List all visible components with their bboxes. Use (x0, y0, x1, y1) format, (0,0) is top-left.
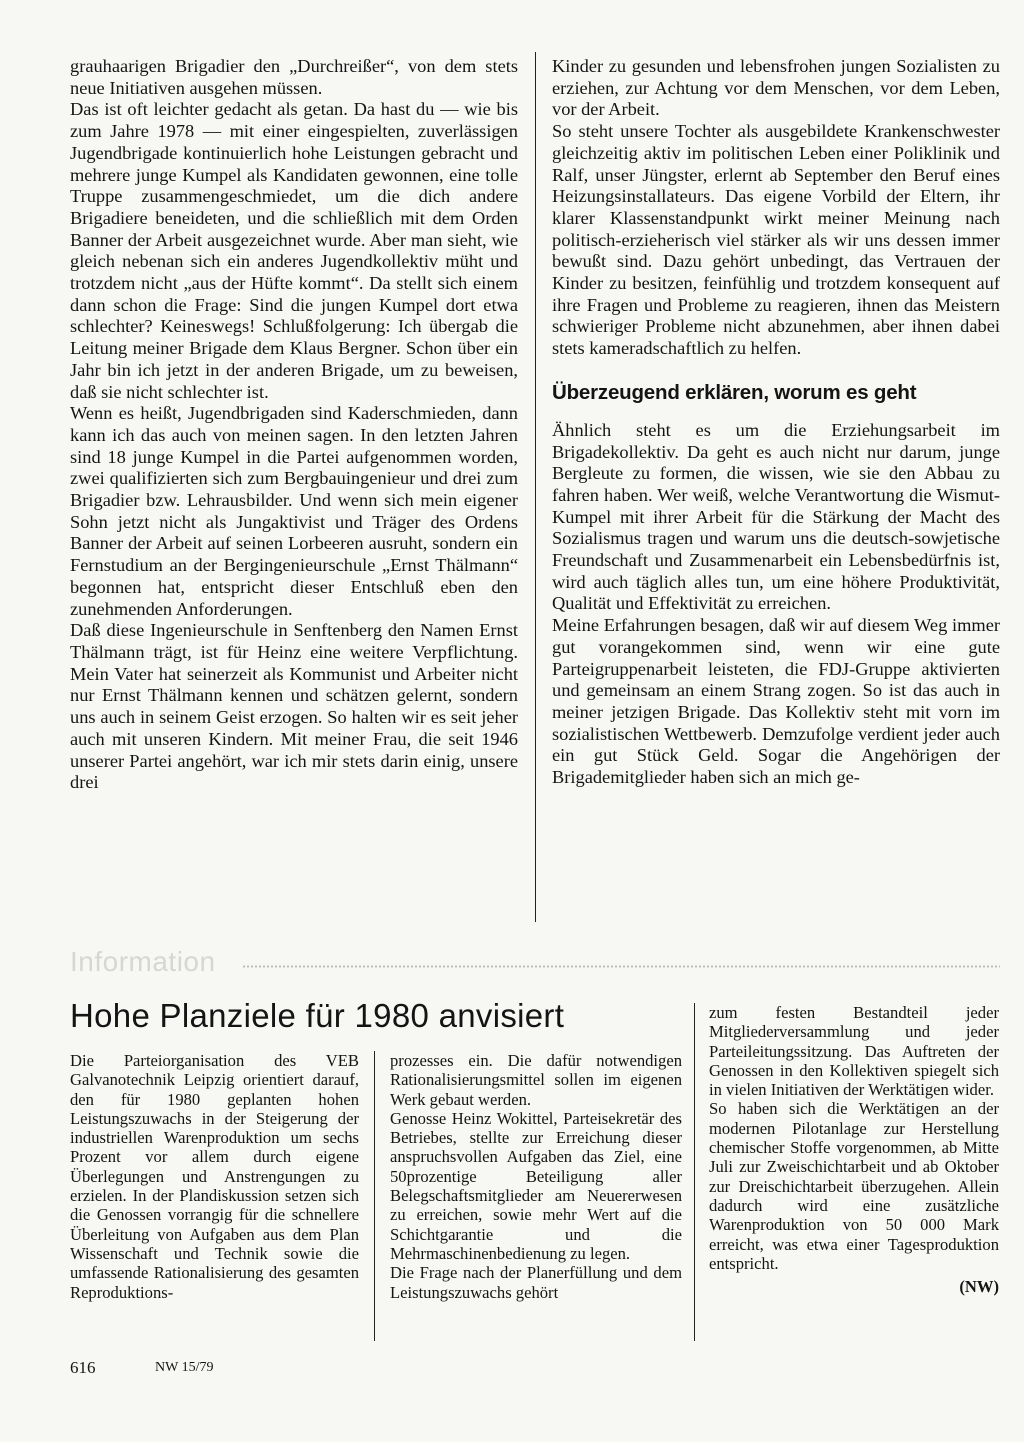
page-number: 616 (70, 1358, 96, 1377)
section-subheading: Überzeugend erklären, worum es geht (552, 380, 917, 404)
paragraph: So haben sich die Werktätigen an der modernen Pilotanlage zur Herstellung chemischer Stoffe vorgenommen, ab Mitte Juli zur Zweischichtarbeit und ab Oktober zur Dreischichtarbeit überzugehen. Allein dadurch wird eine zusätzliche Warenproduktion von 50 000 Mark erreicht, was etwa einer Tagesproduktion entspricht. (709, 1099, 999, 1273)
left-text-column (70, 56, 518, 794)
article-divider (374, 1051, 375, 1341)
article-title: Hohe Planziele für 1980 anvisiert (70, 997, 565, 1034)
paragraph: Das ist oft leichter gedacht als getan. Da hast du — wie bis zum Jahre 1978 — mit einer eingespielten, zuverlässigen Jugendbrigade kontinuierlich hohe Leistungen gebracht und mehrere junge Kumpel als Kandidaten gewonnen, eine tolle Truppe zusammengeschmiedet, um die dich andere Brigadiere beneideten, und die schließlich mit dem Orden Banner der Arbeit ausgezeichnet wurde. Aber man sieht, wie gleich nebenan sich ein anderes Jugendkollektiv müht und trotzdem nicht „aus der Hüfte kommt“. Da stellt sich einem dann schon die Frage: Sind die jungen Kumpel dort etwa schlechter? Keineswegs! Schlußfolgerung: Ich übergab die Leitung meiner Brigade dem Klaus Bergner. Schon über ein Jahr bin ich jetzt in der anderen Brigade, um zu beweisen, daß sie nicht schlechter ist. (70, 99, 518, 402)
information-band (70, 944, 1000, 980)
article-column-2 (390, 1051, 682, 1302)
paragraph: Genosse Heinz Wokittel, Parteisekretär des Betriebes, stellte zur Erreichung dieser anspruchsvollen Aufgaben das Ziel, eine 50prozentige Beteiligung aller Belegschaftsmitglieder am Neuererwesen zu erreichen, sowie mehr Wert auf die Schichtgarantie und die Mehrmaschinenbedienung zu legen. (390, 1108, 682, 1263)
paragraph: prozesses ein. Die dafür notwendigen Rationalisierungsmittel sollen im eigenen Werk gebaut werden. (390, 1051, 682, 1109)
right-text-column (552, 56, 1000, 789)
article-signature: (NW) (959, 1277, 999, 1297)
issue-reference: NW 15/79 (155, 1360, 214, 1375)
article-column-1 (70, 1051, 359, 1302)
paragraph: Kinder zu gesunden und lebensfrohen jungen Sozialisten zu erziehen, zur Achtung vor dem Menschen, vor dem Leben, vor der Arbeit. (552, 56, 1000, 120)
paragraph: Die Frage nach der Planerfüllung und dem Leistungszuwachs gehört (390, 1263, 682, 1302)
article-divider (694, 1003, 695, 1341)
information-label: Information (70, 946, 216, 977)
article-column-3 (709, 1003, 999, 1296)
paragraph: zum festen Bestandteil jeder Mitgliederversammlung und jeder Parteileitungssitzung. Das Auftreten der Genossen in den Kollektiven spiegelt sich in vielen Initiativen der Werktätigen wider. (709, 1003, 999, 1100)
paragraph: Die Parteiorganisation des VEB Galvanotechnik Leipzig orientiert darauf, den für 1980 geplanten hohen Leistungszuwachs in der Steigerung der industriellen Warenproduktion um sechs Prozent vor allem durch eigene Überlegungen und Anstrengungen zu erzielen. In der Plandiskussion setzen sich die Genossen vorrangig für die schnellere Überleitung von Aufgaben aus dem Plan Wissenschaft und Technik sowie die umfassende Rationalisierung des gesamten Reproduktions- (70, 1051, 359, 1302)
paragraph: So steht unsere Tochter als ausgebildete Krankenschwester gleichzeitig aktiv im politischen Leben einer Poliklinik und Ralf, unser Jüngster, erlernt ab September den Beruf eines Heizungsinstallateurs. Das eigene Vorbild der Eltern, ihr klarer Klassenstandpunkt wirkt meiner Meinung nach politisch-erzieherisch viel stärker als wir uns dessen immer bewußt sind. Dazu gehört unbedingt, das Vertrauen der Kinder zu besitzen, feinfühlig und trotzdem konsequent auf ihre Fragen und Probleme zu reagieren, ihnen das Meistern schwieriger Probleme nicht abzunehmen, aber ihnen dabei stets kameradschaftlich zu helfen. (552, 121, 1000, 359)
paragraph: Wenn es heißt, Jugendbrigaden sind Kaderschmieden, dann kann ich das auch von meinen sagen. In den letzten Jahren sind 18 junge Kumpel in die Partei aufgenommen worden, zwei qualifizierten sich zum Bergbauingenieur und drei zum Brigadier bzw. Lehrausbilder. Und wenn sich mein eigener Sohn jetzt nicht als Jungaktivist und Träger des Ordens Banner der Arbeit auf seinen Lorbeeren ausruht, sondern ein Fernstudium an der Bergingenieurschule „Ernst Thälmann“ begonnen hat, entspricht dieser Entschluß eben den zunehmenden Anforderungen. (70, 403, 518, 619)
column-divider (535, 52, 536, 922)
dotted-rule (242, 965, 1000, 968)
paragraph: grauhaarigen Brigadier den „Durchreißer“, von dem stets neue Initiativen ausgehen müssen. (70, 56, 518, 98)
paragraph: Meine Erfahrungen besagen, daß wir auf diesem Weg immer gut vorangekommen sind, wenn wir eine gute Parteigruppenarbeit leisteten, die FDJ-Gruppe aktivierten und gemeinsam an einem Strang zogen. So ist das auch in meiner jetzigen Brigade. Das Kollektiv steht mit vorn im sozialistischen Wettbewerb. Demzufolge verdient jeder auch ein gut Stück Geld. Sogar die Angehörigen der Brigademitglieder haben sich an mich ge- (552, 615, 1000, 788)
paragraph: Ähnlich steht es um die Erziehungsarbeit im Brigadekollektiv. Da geht es auch nicht nur darum, junge Bergleute zu formen, die wissen, wie sie den Abbau zu fahren haben. Wer weiß, welche Verantwortung die Wismut-Kumpel mit ihrer Arbeit für die Stärkung der Macht des Sozialismus tragen und warum uns die deutsch-sowjetische Freundschaft und Zusammenarbeit ein Lebensbedürfnis ist, wird auch täglich alles tun, um eine höhere Produktivität, Qualität und Effektivität zu erreichen. (552, 419, 1000, 614)
paragraph: Daß diese Ingenieurschule in Senftenberg den Namen Ernst Thälmann trägt, ist für Heinz eine weitere Verpflichtung. Mein Vater hat seinerzeit als Kommunist und Arbeiter nicht nur Ernst Thälmann kennen und schätzen gelernt, sondern uns auch in seinem Geist erzogen. So halten wir es seit jeher auch mit unseren Kindern. Mit meiner Frau, die seit 1946 unserer Partei angehört, war ich mir stets darin einig, unsere drei (70, 620, 518, 793)
